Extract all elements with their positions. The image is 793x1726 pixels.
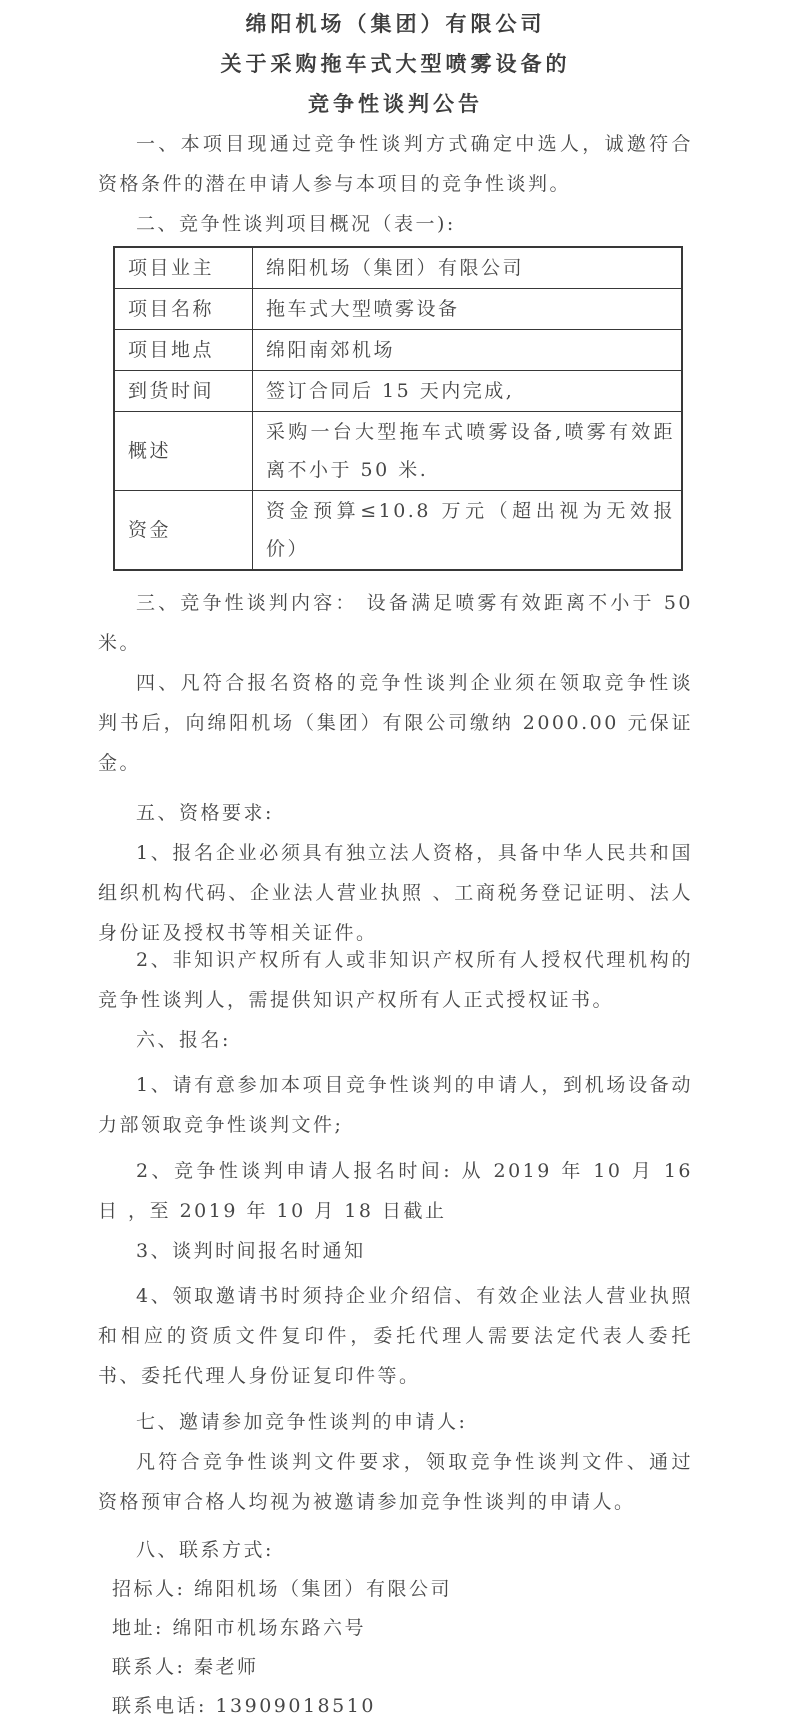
section-1-intro: 一、本项目现通过竞争性谈判方式确定中选人，诚邀符合资格条件的潜在申请人参与本项目的竞争性谈判。 bbox=[98, 133, 693, 195]
table-label-cell: 项目业主 bbox=[114, 247, 253, 289]
table-label-cell: 项目地点 bbox=[114, 330, 253, 371]
table-row-project-location bbox=[114, 330, 682, 371]
table-label-cell: 项目名称 bbox=[114, 289, 253, 330]
section-6-item-4: 4、领取邀请书时须持企业介绍信、有效企业法人营业执照和相应的资质文件复印件，委托代理人需要法定代表人委托书、委托代理人身份证复印件等。 bbox=[98, 1285, 693, 1387]
section-8-heading: 八、联系方式: bbox=[136, 1539, 274, 1561]
table-row-overview bbox=[114, 412, 682, 491]
table-row-budget bbox=[114, 491, 682, 571]
table-value-cell: 签订合同后 15 天内完成, bbox=[253, 371, 683, 412]
table-value-cell: 资金预算≤10.8 万元（超出视为无效报价） bbox=[253, 491, 683, 571]
section-6-heading: 六、报名: bbox=[136, 1029, 231, 1051]
project-overview-table bbox=[113, 246, 683, 571]
table-label-cell: 概述 bbox=[114, 412, 253, 491]
contact-person-line: 联系人: 秦老师 bbox=[112, 1656, 259, 1678]
section-6-item-1: 1、请有意参加本项目竞争性谈判的申请人，到机场设备动力部领取竞争性谈判文件; bbox=[98, 1074, 693, 1136]
section-5-item-2: 2、非知识产权所有人或非知识产权所有人授权代理机构的竞争性谈判人，需提供知识产权所有人正式授权证书。 bbox=[98, 949, 693, 1011]
table-label-cell: 到货时间 bbox=[114, 371, 253, 412]
section-4-deposit: 四、凡符合报名资格的竞争性谈判企业须在领取竞争性谈判书后，向绵阳机场（集团）有限公司缴纳 2000.00 元保证金。 bbox=[98, 672, 693, 774]
document-title-notice-type: 竞争性谈判公告 bbox=[308, 91, 483, 116]
contact-address-line: 地址: 绵阳市机场东路六号 bbox=[112, 1617, 366, 1639]
section-7-heading: 七、邀请参加竞争性谈判的申请人: bbox=[136, 1411, 468, 1433]
section-6-item-3: 3、谈判时间报名时通知 bbox=[136, 1240, 366, 1262]
section-7-body: 凡符合竞争性谈判文件要求，领取竞争性谈判文件、通过资格预审合格人均视为被邀请参加竞争性谈判的申请人。 bbox=[98, 1451, 693, 1513]
section-5-heading: 五、资格要求: bbox=[136, 802, 274, 824]
table-row-project-name bbox=[114, 289, 682, 330]
contact-phone-line: 联系电话: 13909018510 bbox=[112, 1695, 376, 1717]
table-row-delivery-time bbox=[114, 371, 682, 412]
section-3-content: 三、竞争性谈判内容： 设备满足喷雾有效距离不小于 50 米。 bbox=[98, 592, 693, 654]
section-5-item-1: 1、报名企业必须具有独立法人资格，具备中华人民共和国组织机构代码、企业法人营业执照 、工商税务登记证明、法人身份证及授权书等相关证件。 bbox=[98, 842, 693, 944]
document-title-subject: 关于采购拖车式大型喷雾设备的 bbox=[220, 51, 571, 76]
table-value-cell: 绵阳南郊机场 bbox=[253, 330, 683, 371]
document-title-company: 绵阳机场（集团）有限公司 bbox=[245, 11, 546, 36]
table-row-project-owner bbox=[114, 247, 682, 289]
table-value-cell: 绵阳机场（集团）有限公司 bbox=[253, 247, 683, 289]
table-label-cell: 资金 bbox=[114, 491, 253, 571]
table-value-cell: 采购一台大型拖车式喷雾设备,喷雾有效距离不小于 50 米. bbox=[253, 412, 683, 491]
section-2-heading: 二、竞争性谈判项目概况（表一): bbox=[136, 213, 456, 235]
table-value-cell: 拖车式大型喷雾设备 bbox=[253, 289, 683, 330]
contact-bidder-line: 招标人: 绵阳机场（集团）有限公司 bbox=[112, 1578, 452, 1600]
section-6-item-2: 2、竞争性谈判申请人报名时间: 从 2019 年 10 月 16 日 ，至 2019 年 10 月 18 日截止 bbox=[98, 1160, 693, 1222]
